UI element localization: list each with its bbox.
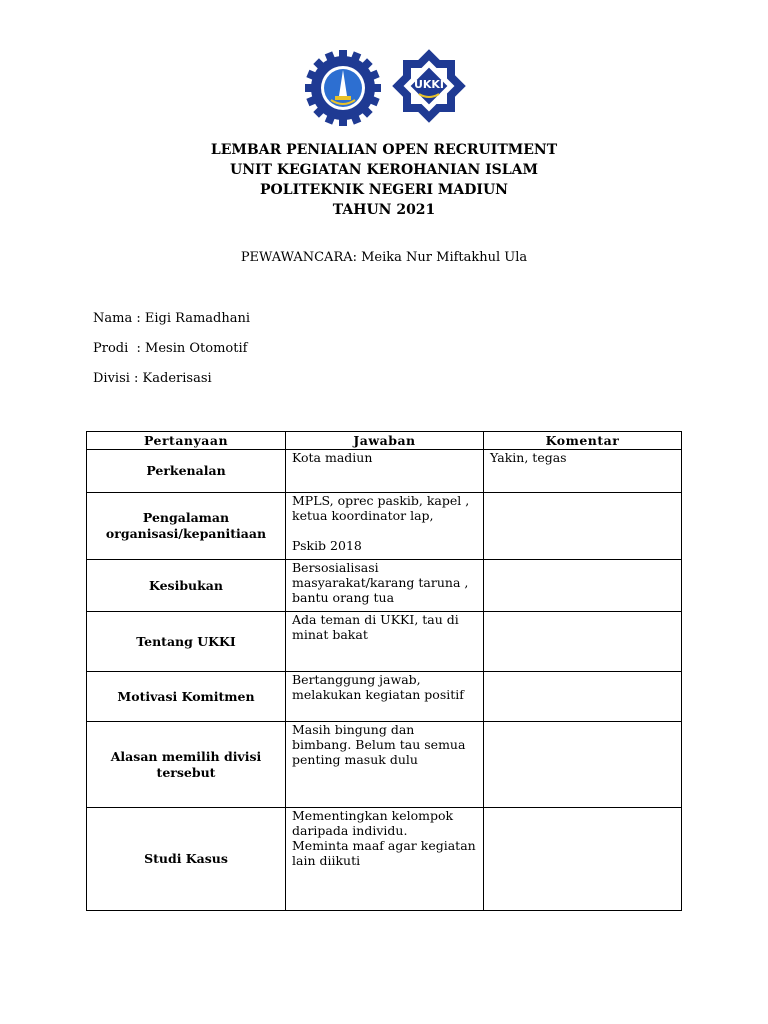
table-row [87, 560, 682, 612]
table-row [87, 450, 682, 493]
question-cell: Kesibukan [87, 560, 286, 612]
answer-cell [286, 450, 484, 493]
interviewer-line: PEWAWANCARA: Meika Nur Miftakhul Ula [240, 250, 528, 265]
answer-cell [286, 722, 484, 808]
info-nama: Nama : Eigi Ramadhani [93, 311, 250, 326]
answer-line: Masih bingung dan bimbang. Belum tau semua penting masuk dulu [292, 722, 466, 767]
logos-header [0, 48, 768, 128]
answer-cell [286, 560, 484, 612]
header-jawaban: Jawaban [286, 432, 484, 450]
question-cell: Studi Kasus [87, 808, 286, 911]
ukki-logo [391, 48, 467, 124]
question-cell: Pengalaman organisasi/kepanitiaan [87, 493, 286, 560]
comment-cell [484, 612, 682, 672]
question-cell: Tentang UKKI [87, 612, 286, 672]
table-row [87, 672, 682, 722]
title-line-3: POLITEKNIK NEGERI MADIUN [260, 182, 508, 198]
answer-cell [286, 672, 484, 722]
header-pertanyaan: Pertanyaan [87, 432, 286, 450]
answer-blank-line [292, 523, 477, 538]
answer-cell [286, 808, 484, 911]
comment-cell: Yakin, tegas [484, 450, 682, 493]
answer-cell [286, 493, 484, 560]
comment-cell [484, 493, 682, 560]
title-line-4: TAHUN 2021 [332, 202, 436, 218]
answer-line: Mementingkan kelompok daripada individu. [292, 808, 454, 838]
title-line-2: UNIT KEGIATAN KEROHANIAN ISLAM [230, 162, 538, 178]
info-divisi: Divisi : Kaderisasi [93, 371, 212, 386]
table-row [87, 612, 682, 672]
answer-line: Bertanggung jawab, melakukan kegiatan positif [292, 672, 464, 702]
answer-line: Meminta maaf agar kegiatan lain diikuti [292, 838, 476, 868]
assessment-table [86, 431, 682, 911]
table-row [87, 722, 682, 808]
answer-line: Pskib 2018 [292, 538, 362, 553]
answer-line: Ada teman di UKKI, tau di minat bakat [292, 612, 459, 642]
answer-line: Bersosialisasi masyarakat/karang taruna , bantu orang tua [292, 560, 469, 605]
comment-cell [484, 672, 682, 722]
table-row [87, 808, 682, 911]
svg-text:UKKI: UKKI [413, 78, 445, 91]
answer-line: Kota madiun [292, 450, 373, 465]
title-line-1: LEMBAR PENIALIAN OPEN RECRUITMENT [210, 142, 558, 158]
comment-cell [484, 808, 682, 911]
comment-cell [484, 722, 682, 808]
question-cell: Perkenalan [87, 450, 286, 493]
comment-cell [484, 560, 682, 612]
table-row [87, 493, 682, 560]
answer-line: MPLS, oprec paskib, kapel , ketua koordinator lap, [292, 493, 470, 523]
info-prodi: Prodi : Mesin Otomotif [93, 341, 248, 356]
answer-cell [286, 612, 484, 672]
header-komentar: Komentar [484, 432, 682, 450]
table-header-row [87, 432, 682, 450]
politeknik-negeri-madiun-logo [303, 48, 383, 128]
document-title [0, 140, 768, 220]
question-cell: Alasan memilih divisi tersebut [87, 722, 286, 808]
question-cell: Motivasi Komitmen [87, 672, 286, 722]
